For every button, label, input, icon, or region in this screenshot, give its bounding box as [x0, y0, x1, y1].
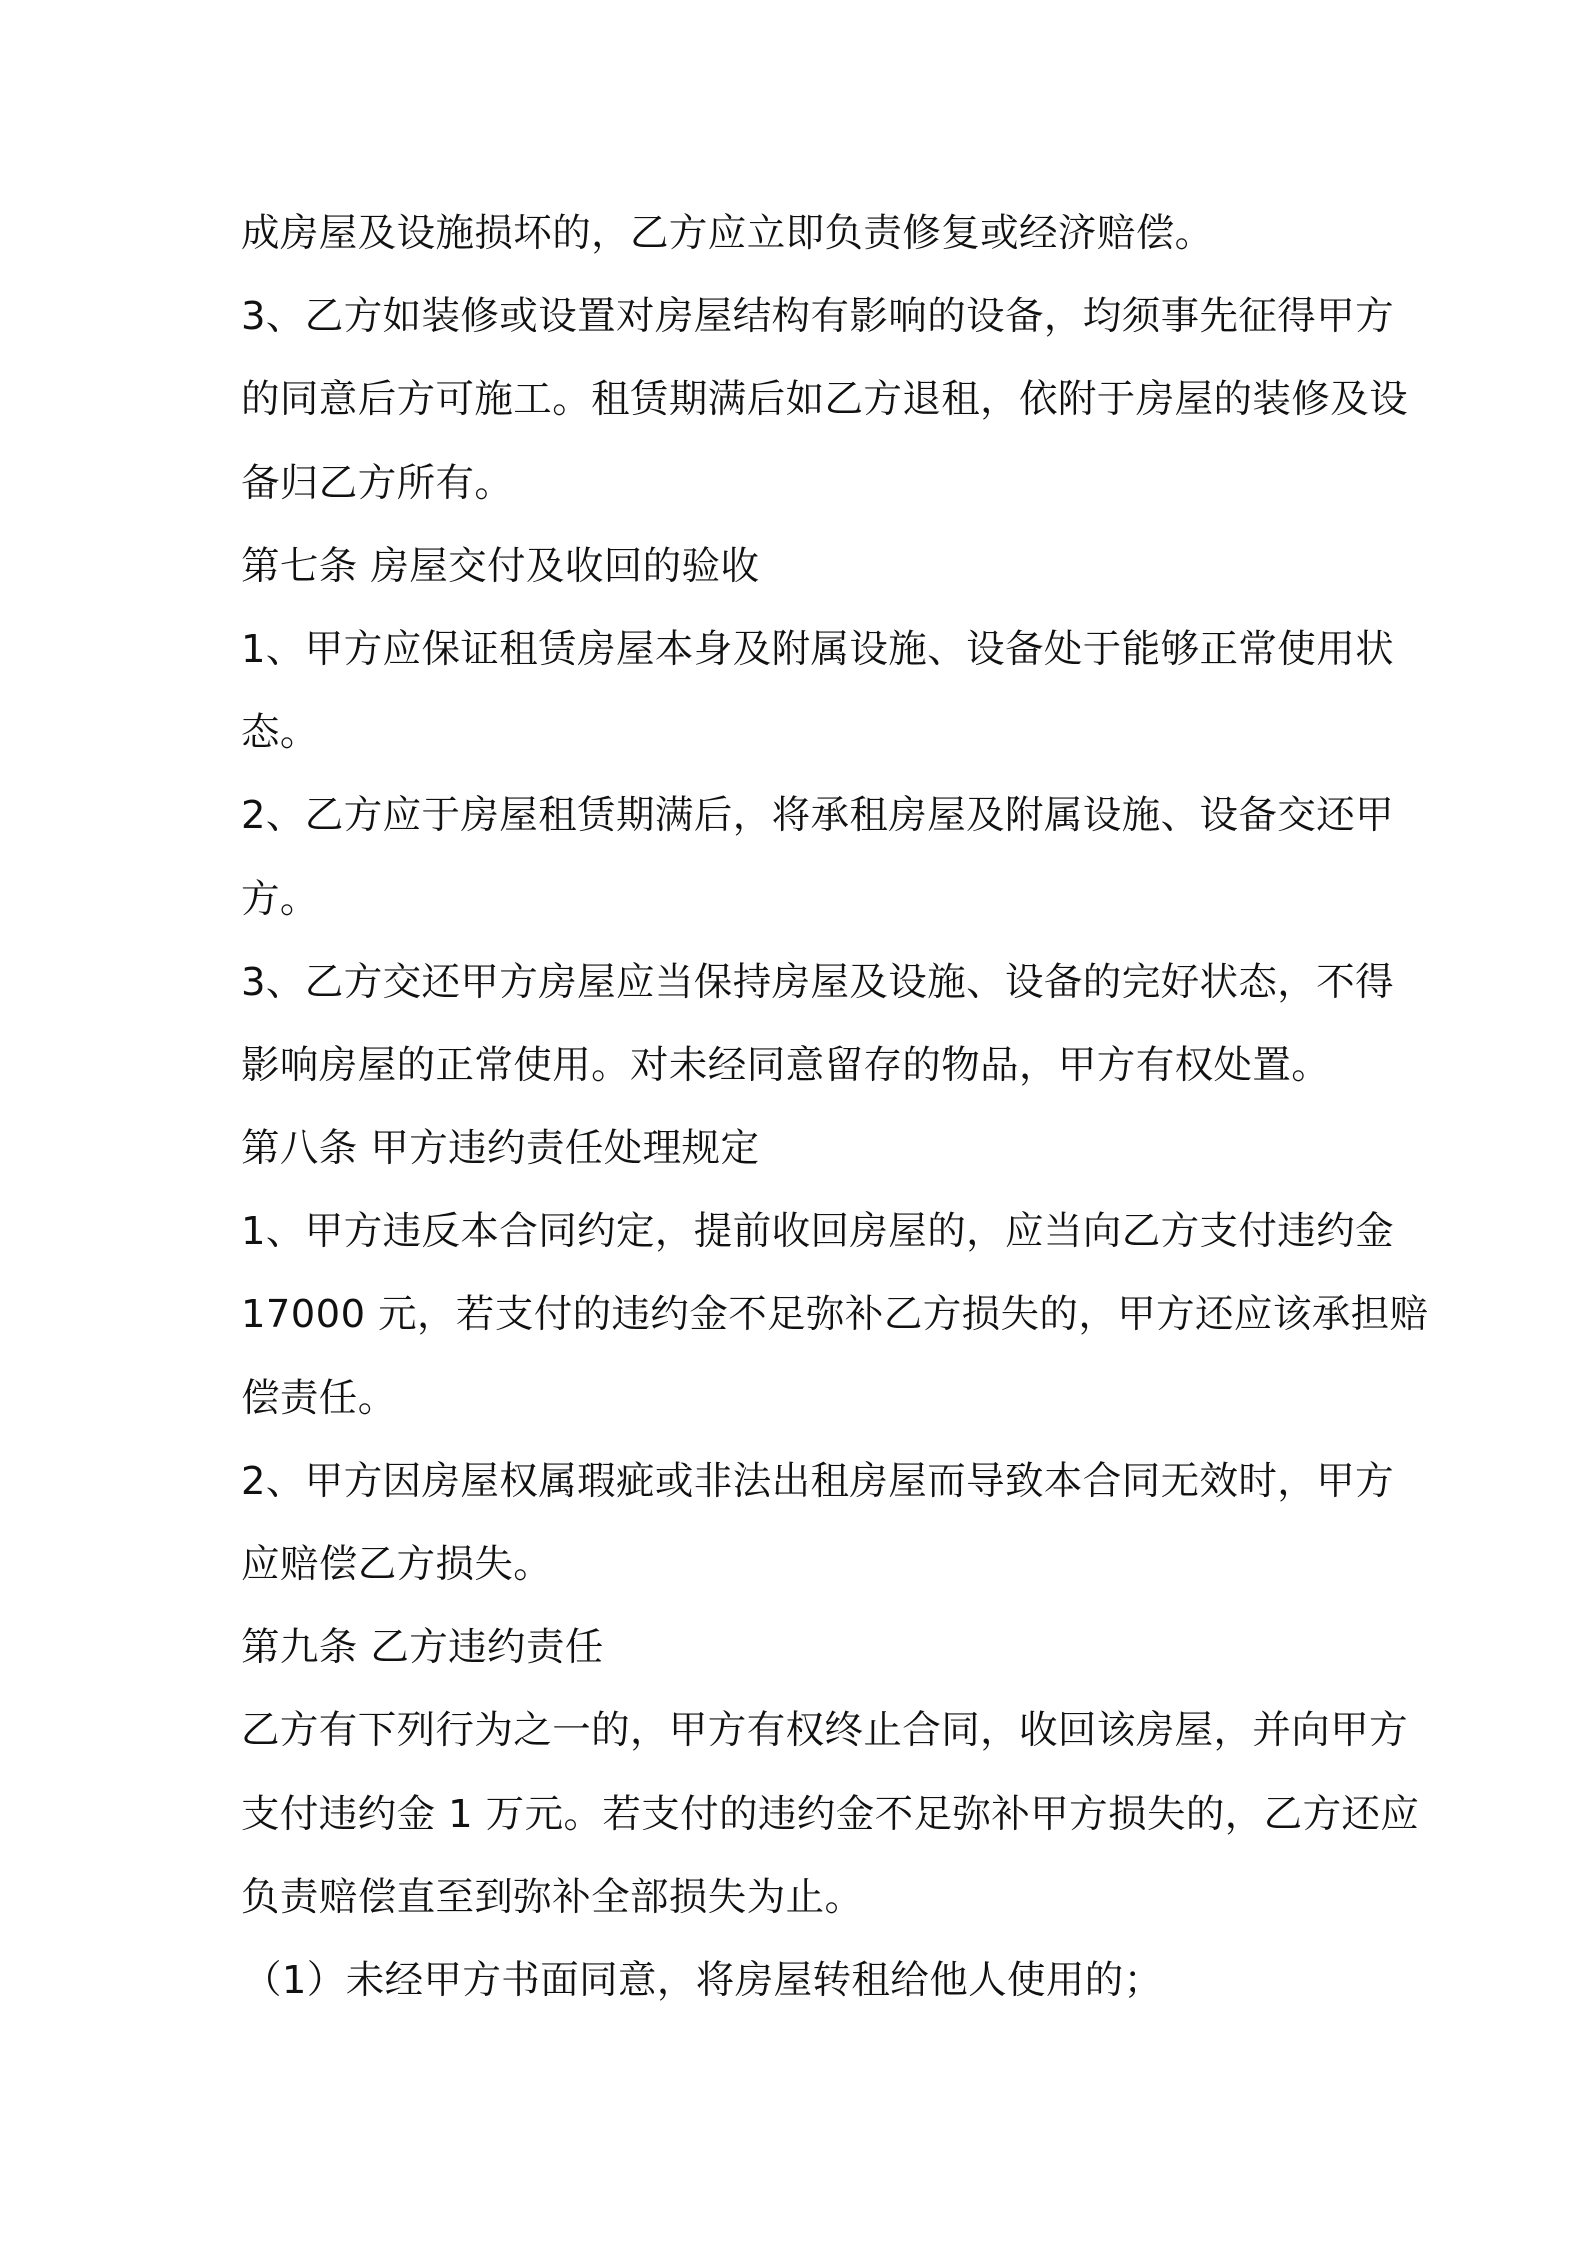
text-line: 3、乙方交还甲方房屋应当保持房屋及设施、设备的完好状态，不得: [241, 959, 1394, 1005]
text-line: 3、乙方如装修或设置对房屋结构有影响的设备，均须事先征得甲方: [241, 294, 1394, 340]
text-line: 2、甲方因房屋权属瑕疵或非法出租房屋而导致本合同无效时，甲方: [241, 1458, 1394, 1504]
text-line: 备归乙方所有。: [241, 460, 514, 506]
text-line: 应赔偿乙方损失。: [241, 1542, 553, 1587]
text-line: 支付违约金 1 万元。若支付的违约金不足弥补甲方损失的，乙方还应: [241, 1791, 1420, 1837]
section-heading: 第七条 房屋交付及收回的验收: [241, 543, 760, 589]
text-line: 17000 元，若支付的违约金不足弥补乙方损失的，甲方还应该承担赔: [241, 1292, 1429, 1338]
text-line: 1、甲方违反本合同约定，提前收回房屋的，应当向乙方支付违约金: [241, 1209, 1394, 1255]
text-line: 态。: [241, 710, 319, 756]
text-line: 1、甲方应保证租赁房屋本身及附属设施、设备处于能够正常使用状: [241, 626, 1394, 672]
text-line: 2、乙方应于房屋租赁期满后，将承租房屋及附属设施、设备交还甲: [241, 793, 1394, 839]
text-line: 影响房屋的正常使用。对未经同意留存的物品，甲方有权处置。: [241, 1042, 1331, 1088]
text-line: 偿责任。: [241, 1375, 397, 1421]
text-line: 负责赔偿直至到弥补全部损失为止。: [241, 1874, 864, 1920]
text-line: 的同意后方可施工。租赁期满后如乙方退租，依附于房屋的装修及设: [241, 377, 1409, 423]
document-body: [241, 192, 1429, 2022]
text-line: 乙方有下列行为之一的，甲方有权终止合同，收回该房屋，并向甲方: [241, 1708, 1409, 1754]
text-line: 方。: [241, 876, 319, 922]
section-heading: 第九条 乙方违约责任: [241, 1625, 604, 1671]
text-line: 成房屋及设施损坏的，乙方应立即负责修复或经济赔偿。: [241, 211, 1214, 256]
section-heading: 第八条 甲方违约责任处理规定: [241, 1126, 760, 1172]
list-item: （1）未经甲方书面同意，将房屋转租给他人使用的；: [243, 1957, 1163, 2003]
